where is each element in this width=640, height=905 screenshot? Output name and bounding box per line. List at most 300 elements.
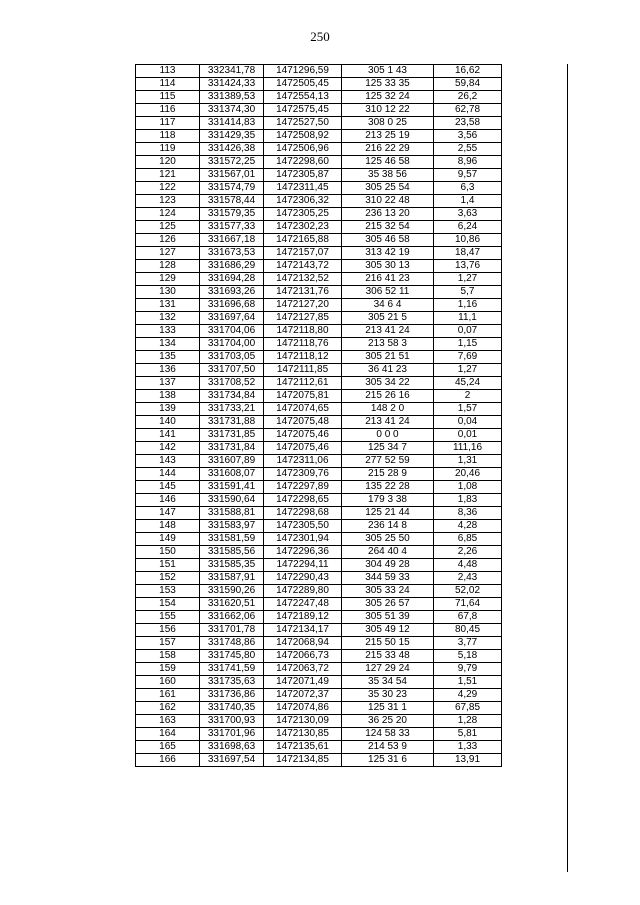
distance-cell: 4,29 xyxy=(434,689,502,702)
distance-cell: 59,84 xyxy=(434,78,502,91)
direction-angle-cell: 215 26 16 xyxy=(342,390,434,403)
direction-angle-cell: 308 0 25 xyxy=(342,117,434,130)
y-coordinate-cell: 1472066,73 xyxy=(264,650,342,663)
direction-angle-cell: 305 30 13 xyxy=(342,260,434,273)
point-number-cell: 130 xyxy=(136,286,200,299)
direction-angle-cell: 305 1 43 xyxy=(342,65,434,78)
distance-cell: 3,77 xyxy=(434,637,502,650)
point-number-cell: 136 xyxy=(136,364,200,377)
x-coordinate-cell: 331708,52 xyxy=(200,377,264,390)
direction-angle-cell: 236 13 20 xyxy=(342,208,434,221)
direction-angle-cell: 305 33 24 xyxy=(342,585,434,598)
table-row xyxy=(136,234,502,247)
point-number-cell: 156 xyxy=(136,624,200,637)
y-coordinate-cell: 1472306,32 xyxy=(264,195,342,208)
direction-angle-cell: 35 30 23 xyxy=(342,689,434,702)
point-number-cell: 124 xyxy=(136,208,200,221)
distance-cell: 1,57 xyxy=(434,403,502,416)
x-coordinate-cell: 331707,50 xyxy=(200,364,264,377)
y-coordinate-cell: 1472130,85 xyxy=(264,728,342,741)
direction-angle-cell: 306 52 11 xyxy=(342,286,434,299)
x-coordinate-cell: 331693,26 xyxy=(200,286,264,299)
table-row xyxy=(136,507,502,520)
distance-cell: 4,28 xyxy=(434,520,502,533)
table-row xyxy=(136,247,502,260)
x-coordinate-cell: 331374,30 xyxy=(200,104,264,117)
point-number-cell: 160 xyxy=(136,676,200,689)
table-row xyxy=(136,221,502,234)
table-row xyxy=(136,364,502,377)
y-coordinate-cell: 1472075,46 xyxy=(264,429,342,442)
direction-angle-cell: 125 32 24 xyxy=(342,91,434,104)
table-row xyxy=(136,637,502,650)
direction-angle-cell: 36 41 23 xyxy=(342,364,434,377)
x-coordinate-cell: 331591,41 xyxy=(200,481,264,494)
x-coordinate-cell: 331588,81 xyxy=(200,507,264,520)
y-coordinate-cell: 1472118,12 xyxy=(264,351,342,364)
point-number-cell: 134 xyxy=(136,338,200,351)
distance-cell: 8,36 xyxy=(434,507,502,520)
x-coordinate-cell: 331585,56 xyxy=(200,546,264,559)
table-row xyxy=(136,260,502,273)
distance-cell: 111,16 xyxy=(434,442,502,455)
x-coordinate-cell: 331590,26 xyxy=(200,585,264,598)
y-coordinate-cell: 1472298,65 xyxy=(264,494,342,507)
distance-cell: 1,28 xyxy=(434,715,502,728)
distance-cell: 20,46 xyxy=(434,468,502,481)
table-row xyxy=(136,520,502,533)
table-row xyxy=(136,624,502,637)
distance-cell: 8,96 xyxy=(434,156,502,169)
direction-angle-cell: 179 3 38 xyxy=(342,494,434,507)
distance-cell: 6,3 xyxy=(434,182,502,195)
point-number-cell: 145 xyxy=(136,481,200,494)
distance-cell: 1,31 xyxy=(434,455,502,468)
direction-angle-cell: 277 52 59 xyxy=(342,455,434,468)
y-coordinate-cell: 1472075,48 xyxy=(264,416,342,429)
point-number-cell: 150 xyxy=(136,546,200,559)
x-coordinate-cell: 331703,05 xyxy=(200,351,264,364)
x-coordinate-cell: 331607,89 xyxy=(200,455,264,468)
table-row xyxy=(136,130,502,143)
distance-cell: 71,64 xyxy=(434,598,502,611)
table-row xyxy=(136,78,502,91)
x-coordinate-cell: 331736,86 xyxy=(200,689,264,702)
table-row xyxy=(136,481,502,494)
y-coordinate-cell: 1472302,23 xyxy=(264,221,342,234)
distance-cell: 9,57 xyxy=(434,169,502,182)
table-row xyxy=(136,559,502,572)
point-number-cell: 163 xyxy=(136,715,200,728)
point-number-cell: 161 xyxy=(136,689,200,702)
direction-angle-cell: 216 41 23 xyxy=(342,273,434,286)
x-coordinate-cell: 331694,28 xyxy=(200,273,264,286)
direction-angle-cell: 125 31 1 xyxy=(342,702,434,715)
direction-angle-cell: 125 21 44 xyxy=(342,507,434,520)
table-row xyxy=(136,676,502,689)
table-row xyxy=(136,286,502,299)
table-row xyxy=(136,468,502,481)
direction-angle-cell: 124 58 33 xyxy=(342,728,434,741)
y-coordinate-cell: 1472311,06 xyxy=(264,455,342,468)
coordinates-table xyxy=(135,64,502,767)
table-row xyxy=(136,741,502,754)
distance-cell: 3,56 xyxy=(434,130,502,143)
table-row xyxy=(136,728,502,741)
direction-angle-cell: 344 59 33 xyxy=(342,572,434,585)
point-number-cell: 138 xyxy=(136,390,200,403)
y-coordinate-cell: 1472290,43 xyxy=(264,572,342,585)
direction-angle-cell: 305 51 39 xyxy=(342,611,434,624)
direction-angle-cell: 35 38 56 xyxy=(342,169,434,182)
direction-angle-cell: 215 33 48 xyxy=(342,650,434,663)
table-row xyxy=(136,650,502,663)
y-coordinate-cell: 1472189,12 xyxy=(264,611,342,624)
direction-angle-cell: 213 25 19 xyxy=(342,130,434,143)
point-number-cell: 117 xyxy=(136,117,200,130)
y-coordinate-cell: 1472075,46 xyxy=(264,442,342,455)
x-coordinate-cell: 331581,59 xyxy=(200,533,264,546)
y-coordinate-cell: 1472074,86 xyxy=(264,702,342,715)
distance-cell: 4,48 xyxy=(434,559,502,572)
point-number-cell: 147 xyxy=(136,507,200,520)
table-row xyxy=(136,585,502,598)
margin-vertical-line xyxy=(567,64,568,872)
point-number-cell: 135 xyxy=(136,351,200,364)
point-number-cell: 144 xyxy=(136,468,200,481)
distance-cell: 16,62 xyxy=(434,65,502,78)
point-number-cell: 128 xyxy=(136,260,200,273)
distance-cell: 52,02 xyxy=(434,585,502,598)
table-row xyxy=(136,299,502,312)
y-coordinate-cell: 1472072,37 xyxy=(264,689,342,702)
point-number-cell: 149 xyxy=(136,533,200,546)
distance-cell: 0,01 xyxy=(434,429,502,442)
x-coordinate-cell: 332341,78 xyxy=(200,65,264,78)
direction-angle-cell: 34 6 4 xyxy=(342,299,434,312)
point-number-cell: 132 xyxy=(136,312,200,325)
distance-cell: 45,24 xyxy=(434,377,502,390)
distance-cell: 2,43 xyxy=(434,572,502,585)
distance-cell: 3,63 xyxy=(434,208,502,221)
y-coordinate-cell: 1472247,48 xyxy=(264,598,342,611)
x-coordinate-cell: 331572,25 xyxy=(200,156,264,169)
y-coordinate-cell: 1472134,85 xyxy=(264,754,342,767)
x-coordinate-cell: 331662,06 xyxy=(200,611,264,624)
point-number-cell: 115 xyxy=(136,91,200,104)
x-coordinate-cell: 331698,63 xyxy=(200,741,264,754)
table-row xyxy=(136,104,502,117)
table-row xyxy=(136,312,502,325)
point-number-cell: 127 xyxy=(136,247,200,260)
distance-cell: 1,16 xyxy=(434,299,502,312)
x-coordinate-cell: 331673,53 xyxy=(200,247,264,260)
table-row xyxy=(136,195,502,208)
table-row xyxy=(136,611,502,624)
distance-cell: 18,47 xyxy=(434,247,502,260)
distance-cell: 1,4 xyxy=(434,195,502,208)
x-coordinate-cell: 331731,88 xyxy=(200,416,264,429)
direction-angle-cell: 36 25 20 xyxy=(342,715,434,728)
direction-angle-cell: 213 41 24 xyxy=(342,325,434,338)
direction-angle-cell: 215 32 54 xyxy=(342,221,434,234)
y-coordinate-cell: 1472298,60 xyxy=(264,156,342,169)
table-row xyxy=(136,403,502,416)
y-coordinate-cell: 1472143,72 xyxy=(264,260,342,273)
direction-angle-cell: 304 49 28 xyxy=(342,559,434,572)
distance-cell: 1,33 xyxy=(434,741,502,754)
distance-cell: 2 xyxy=(434,390,502,403)
direction-angle-cell: 35 34 54 xyxy=(342,676,434,689)
table-row xyxy=(136,533,502,546)
direction-angle-cell: 236 14 8 xyxy=(342,520,434,533)
x-coordinate-cell: 331697,64 xyxy=(200,312,264,325)
distance-cell: 1,83 xyxy=(434,494,502,507)
direction-angle-cell: 127 29 24 xyxy=(342,663,434,676)
distance-cell: 0,04 xyxy=(434,416,502,429)
x-coordinate-cell: 331731,85 xyxy=(200,429,264,442)
distance-cell: 67,8 xyxy=(434,611,502,624)
x-coordinate-cell: 331704,06 xyxy=(200,325,264,338)
direction-angle-cell: 214 53 9 xyxy=(342,741,434,754)
y-coordinate-cell: 1472063,72 xyxy=(264,663,342,676)
y-coordinate-cell: 1472111,85 xyxy=(264,364,342,377)
table-row xyxy=(136,494,502,507)
x-coordinate-cell: 331734,84 xyxy=(200,390,264,403)
table-row xyxy=(136,689,502,702)
point-number-cell: 113 xyxy=(136,65,200,78)
direction-angle-cell: 310 12 22 xyxy=(342,104,434,117)
y-coordinate-cell: 1472127,85 xyxy=(264,312,342,325)
y-coordinate-cell: 1472289,80 xyxy=(264,585,342,598)
x-coordinate-cell: 331686,29 xyxy=(200,260,264,273)
x-coordinate-cell: 331733,21 xyxy=(200,403,264,416)
table-row xyxy=(136,572,502,585)
x-coordinate-cell: 331414,83 xyxy=(200,117,264,130)
direction-angle-cell: 305 46 58 xyxy=(342,234,434,247)
distance-cell: 2,26 xyxy=(434,546,502,559)
y-coordinate-cell: 1472130,09 xyxy=(264,715,342,728)
y-coordinate-cell: 1472575,45 xyxy=(264,104,342,117)
x-coordinate-cell: 331590,64 xyxy=(200,494,264,507)
y-coordinate-cell: 1472311,45 xyxy=(264,182,342,195)
y-coordinate-cell: 1472068,94 xyxy=(264,637,342,650)
table-row xyxy=(136,429,502,442)
direction-angle-cell: 215 50 15 xyxy=(342,637,434,650)
distance-cell: 13,76 xyxy=(434,260,502,273)
x-coordinate-cell: 331735,63 xyxy=(200,676,264,689)
y-coordinate-cell: 1472508,92 xyxy=(264,130,342,143)
x-coordinate-cell: 331704,00 xyxy=(200,338,264,351)
point-number-cell: 141 xyxy=(136,429,200,442)
point-number-cell: 114 xyxy=(136,78,200,91)
point-number-cell: 157 xyxy=(136,637,200,650)
table-row xyxy=(136,598,502,611)
point-number-cell: 142 xyxy=(136,442,200,455)
point-number-cell: 143 xyxy=(136,455,200,468)
x-coordinate-cell: 331701,78 xyxy=(200,624,264,637)
x-coordinate-cell: 331424,33 xyxy=(200,78,264,91)
distance-cell: 1,27 xyxy=(434,364,502,377)
x-coordinate-cell: 331620,51 xyxy=(200,598,264,611)
point-number-cell: 165 xyxy=(136,741,200,754)
table-row xyxy=(136,91,502,104)
point-number-cell: 155 xyxy=(136,611,200,624)
direction-angle-cell: 213 41 24 xyxy=(342,416,434,429)
x-coordinate-cell: 331608,07 xyxy=(200,468,264,481)
point-number-cell: 159 xyxy=(136,663,200,676)
table-row xyxy=(136,156,502,169)
table-row xyxy=(136,715,502,728)
y-coordinate-cell: 1472165,88 xyxy=(264,234,342,247)
x-coordinate-cell: 331578,44 xyxy=(200,195,264,208)
point-number-cell: 162 xyxy=(136,702,200,715)
y-coordinate-cell: 1472298,68 xyxy=(264,507,342,520)
y-coordinate-cell: 1472305,50 xyxy=(264,520,342,533)
y-coordinate-cell: 1472301,94 xyxy=(264,533,342,546)
table-row xyxy=(136,455,502,468)
x-coordinate-cell: 331696,68 xyxy=(200,299,264,312)
x-coordinate-cell: 331700,93 xyxy=(200,715,264,728)
distance-cell: 62,78 xyxy=(434,104,502,117)
point-number-cell: 116 xyxy=(136,104,200,117)
x-coordinate-cell: 331745,80 xyxy=(200,650,264,663)
table-row xyxy=(136,351,502,364)
distance-cell: 23,58 xyxy=(434,117,502,130)
x-coordinate-cell: 331579,35 xyxy=(200,208,264,221)
y-coordinate-cell: 1472134,17 xyxy=(264,624,342,637)
y-coordinate-cell: 1472131,76 xyxy=(264,286,342,299)
table-row xyxy=(136,325,502,338)
table-row xyxy=(136,390,502,403)
distance-cell: 6,24 xyxy=(434,221,502,234)
y-coordinate-cell: 1472071,49 xyxy=(264,676,342,689)
table-row xyxy=(136,442,502,455)
y-coordinate-cell: 1472296,36 xyxy=(264,546,342,559)
table-row xyxy=(136,273,502,286)
x-coordinate-cell: 331583,97 xyxy=(200,520,264,533)
distance-cell: 67,85 xyxy=(434,702,502,715)
point-number-cell: 152 xyxy=(136,572,200,585)
direction-angle-cell: 213 58 3 xyxy=(342,338,434,351)
direction-angle-cell: 313 42 19 xyxy=(342,247,434,260)
distance-cell: 80,45 xyxy=(434,624,502,637)
distance-cell: 1,51 xyxy=(434,676,502,689)
direction-angle-cell: 135 22 28 xyxy=(342,481,434,494)
direction-angle-cell: 215 28 9 xyxy=(342,468,434,481)
y-coordinate-cell: 1472074,65 xyxy=(264,403,342,416)
point-number-cell: 131 xyxy=(136,299,200,312)
table-row xyxy=(136,65,502,78)
direction-angle-cell: 216 22 29 xyxy=(342,143,434,156)
table-row xyxy=(136,702,502,715)
y-coordinate-cell: 1472118,80 xyxy=(264,325,342,338)
direction-angle-cell: 148 2 0 xyxy=(342,403,434,416)
distance-cell: 26,2 xyxy=(434,91,502,104)
coordinates-table-body xyxy=(136,65,502,767)
y-coordinate-cell: 1472297,89 xyxy=(264,481,342,494)
y-coordinate-cell: 1472075,81 xyxy=(264,390,342,403)
distance-cell: 13,91 xyxy=(434,754,502,767)
point-number-cell: 133 xyxy=(136,325,200,338)
point-number-cell: 122 xyxy=(136,182,200,195)
x-coordinate-cell: 331667,18 xyxy=(200,234,264,247)
direction-angle-cell: 305 26 57 xyxy=(342,598,434,611)
distance-cell: 5,81 xyxy=(434,728,502,741)
distance-cell: 10,86 xyxy=(434,234,502,247)
page-number: 250 xyxy=(310,29,330,44)
direction-angle-cell: 305 49 12 xyxy=(342,624,434,637)
x-coordinate-cell: 331701,96 xyxy=(200,728,264,741)
y-coordinate-cell: 1472527,50 xyxy=(264,117,342,130)
direction-angle-cell: 0 0 0 xyxy=(342,429,434,442)
x-coordinate-cell: 331741,59 xyxy=(200,663,264,676)
y-coordinate-cell: 1471296,59 xyxy=(264,65,342,78)
distance-cell: 9,79 xyxy=(434,663,502,676)
x-coordinate-cell: 331389,53 xyxy=(200,91,264,104)
x-coordinate-cell: 331574,79 xyxy=(200,182,264,195)
distance-cell: 2,55 xyxy=(434,143,502,156)
y-coordinate-cell: 1472506,96 xyxy=(264,143,342,156)
y-coordinate-cell: 1472132,52 xyxy=(264,273,342,286)
direction-angle-cell: 264 40 4 xyxy=(342,546,434,559)
direction-angle-cell: 305 25 50 xyxy=(342,533,434,546)
direction-angle-cell: 305 25 54 xyxy=(342,182,434,195)
table-row xyxy=(136,754,502,767)
distance-cell: 11,1 xyxy=(434,312,502,325)
direction-angle-cell: 305 21 51 xyxy=(342,351,434,364)
point-number-cell: 119 xyxy=(136,143,200,156)
x-coordinate-cell: 331585,35 xyxy=(200,559,264,572)
distance-cell: 5,18 xyxy=(434,650,502,663)
distance-cell: 5,7 xyxy=(434,286,502,299)
point-number-cell: 120 xyxy=(136,156,200,169)
point-number-cell: 129 xyxy=(136,273,200,286)
point-number-cell: 137 xyxy=(136,377,200,390)
y-coordinate-cell: 1472135,61 xyxy=(264,741,342,754)
point-number-cell: 140 xyxy=(136,416,200,429)
x-coordinate-cell: 331587,91 xyxy=(200,572,264,585)
point-number-cell: 146 xyxy=(136,494,200,507)
point-number-cell: 148 xyxy=(136,520,200,533)
direction-angle-cell: 305 21 5 xyxy=(342,312,434,325)
point-number-cell: 154 xyxy=(136,598,200,611)
direction-angle-cell: 305 34 22 xyxy=(342,377,434,390)
x-coordinate-cell: 331567,01 xyxy=(200,169,264,182)
x-coordinate-cell: 331426,38 xyxy=(200,143,264,156)
point-number-cell: 153 xyxy=(136,585,200,598)
x-coordinate-cell: 331429,35 xyxy=(200,130,264,143)
y-coordinate-cell: 1472118,76 xyxy=(264,338,342,351)
y-coordinate-cell: 1472309,76 xyxy=(264,468,342,481)
direction-angle-cell: 125 46 58 xyxy=(342,156,434,169)
distance-cell: 6,85 xyxy=(434,533,502,546)
x-coordinate-cell: 331740,35 xyxy=(200,702,264,715)
direction-angle-cell: 125 33 35 xyxy=(342,78,434,91)
point-number-cell: 123 xyxy=(136,195,200,208)
table-row xyxy=(136,338,502,351)
point-number-cell: 139 xyxy=(136,403,200,416)
y-coordinate-cell: 1472554,13 xyxy=(264,91,342,104)
direction-angle-cell: 125 31 6 xyxy=(342,754,434,767)
y-coordinate-cell: 1472127,20 xyxy=(264,299,342,312)
distance-cell: 7,69 xyxy=(434,351,502,364)
x-coordinate-cell: 331697,54 xyxy=(200,754,264,767)
point-number-cell: 126 xyxy=(136,234,200,247)
distance-cell: 1,27 xyxy=(434,273,502,286)
table-row xyxy=(136,546,502,559)
table-row xyxy=(136,182,502,195)
